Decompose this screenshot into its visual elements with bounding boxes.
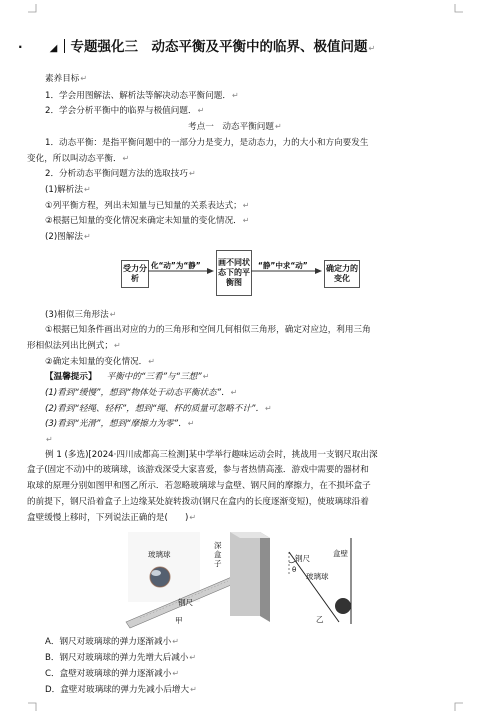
figure-label-ball: 玻璃球 (148, 550, 171, 559)
tips-heading: 【温馨提示】 平衡中的“三看”与“三想”↵ (45, 372, 210, 382)
answer-option-c[interactable]: C．盒壁对玻璃球的弹力逐渐减小↵ (45, 669, 180, 679)
deep-box-illustration (230, 532, 270, 622)
empty-line: ↵ (46, 435, 53, 444)
figure-caption-jia: 甲 (175, 616, 183, 625)
tip-item: (2)看到“轻绳、轻杯”，想到“绳、杯的质量可忽略不计”．↵ (45, 404, 272, 414)
figure-label-wall: 盒壁 (333, 549, 348, 558)
figure-ball-box-ruler (120, 530, 370, 632)
figure-label-ruler-2: 钢尺 (295, 554, 310, 563)
heading-row (18, 36, 375, 55)
objective-item: 1．学会用图解法、解析法等解决动态平衡问题．↵ (45, 91, 239, 101)
paragraph-line: 2．分析动态平衡问题方法的选取技巧↵ (45, 169, 196, 179)
objectives-label: 素养目标↵ (45, 74, 88, 84)
flow-arrow-2-label: “静”中求“动” (258, 261, 308, 270)
paragraph-line: 变化，所以叫动态平衡．↵ (27, 154, 130, 164)
method-heading: (1)解析法↵ (45, 185, 91, 195)
figure-label-ruler: 钢尺 (178, 598, 193, 607)
heading-bar (64, 39, 65, 53)
answer-option-b[interactable]: B．钢尺对玻璃球的弹力先增大后减小↵ (45, 653, 197, 663)
paragraph-line: 1．动态平衡：是指平衡问题中的一部分力是变力，是动态力，力的大小和方向要发生 (45, 138, 369, 148)
example-line: 取球的原理分别如图甲和图乙所示．若忽略玻璃球与盒壁、钢尺间的摩擦力，在不损坏盒子 (27, 481, 371, 491)
figure-label-theta: θ (292, 566, 297, 574)
paragraph-line: ②根据已知量的变化情况来确定未知量的变化情况．↵ (45, 216, 250, 226)
flow-diagram (120, 250, 365, 300)
heading-marker-icon: ◢ (49, 43, 58, 54)
figure-label-ball-2: 玻璃球 (306, 572, 329, 581)
example-line: 盒子(固定不动)中的玻璃球，该游戏深受大家喜爱，参与者热情高涨．游戏中需要的器材和 (27, 465, 369, 475)
figure-caption-yi: 乙 (316, 615, 324, 624)
paragraph-line: 形相似法列出比例式；↵ (27, 341, 121, 351)
example-line: 的前提下，钢尺沿着盒子上边缘某处旋转拨动(钢尺在盒内的长度逐渐变短)，使玻璃球沿着 (27, 497, 369, 507)
page-title: 专题强化三 动态平衡及平衡中的临界、极值问题 (70, 39, 368, 55)
tip-item: (3)看到“光滑”，想到“摩擦力为零”．↵ (45, 419, 195, 429)
topic-heading: 考点一 动态平衡问题↵ (188, 122, 282, 132)
paragraph-line: ②确定未知量的变化情况．↵ (45, 357, 155, 367)
paragraph-line: ①列平衡方程，列出未知量与已知量的关系表达式；↵ (45, 201, 250, 211)
heading-bullet: · (18, 40, 23, 54)
flow-box-draw-equilibrium: 画不同状态下的平衡图 (216, 250, 252, 296)
flow-arrow-1-label: 化“动”为“静” (151, 261, 201, 270)
return-mark-icon: ↵ (368, 44, 376, 53)
paragraph-line: ①根据已知条件画出对应的力的三角形和空间几何相似三角形，确定对应边，利用三角 (45, 325, 371, 335)
figure-label-box: 深盒子 (214, 541, 222, 568)
flow-box-determine-change: 确定力的变化 (324, 260, 360, 288)
answer-option-a[interactable]: A．钢尺对玻璃球的弹力逐渐减小↵ (45, 637, 179, 647)
method-heading: (2)图解法↵ (45, 232, 91, 242)
flow-box-force-analysis: 受力分析 (121, 260, 149, 288)
answer-option-d[interactable]: D．盒壁对玻璃球的弹力先减小后增大↵ (45, 685, 197, 695)
objective-item: 2．学会分析平衡中的临界与极值问题．↵ (45, 106, 205, 116)
example-line: 盒壁缓慢上移时，下列说法正确的是( )↵ (27, 513, 197, 523)
example-line: 例 1 (多选)[2024·四川成都高三检测]某中学举行趣味运动会时，挑战用一支钢尺取出深 (45, 450, 378, 460)
tip-item: (1)看到“缓慢”，想到“物体处于动态平衡状态”．↵ (45, 388, 238, 398)
method-heading: (3)相似三角形法↵ (45, 310, 117, 320)
